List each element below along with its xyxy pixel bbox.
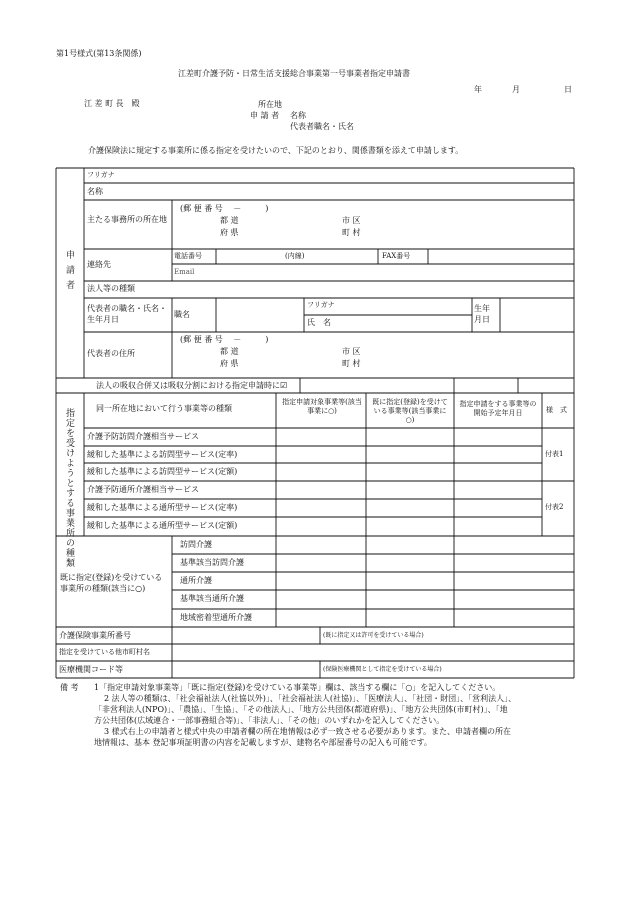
note-3b: 地情報は、基本 登記事項証明書の内容を記載しますが、建物名や部屋番号の記入も可能です。 <box>94 738 432 747</box>
contact-label: 連絡先 <box>87 260 111 269</box>
representative-address-label: 代表者の住所 <box>87 349 135 358</box>
merger-checkbox-label[interactable]: 法人の吸収合併又は吸収分割における指定申請時に☑ <box>96 381 288 390</box>
service-row: 緩和した基準による通所型サービス(定率) <box>87 503 238 512</box>
col-service-type: 同一所在地において行う事業等の種類 <box>96 404 232 413</box>
existing-row: 基準該当訪問介護 <box>180 558 244 567</box>
representative-label: 代表者職名・氏名 <box>290 122 354 131</box>
service-row: 緩和した基準による訪問型サービス(定率) <box>87 450 238 459</box>
service-type-side-label: 指定を受けようとする事業所の種類 <box>64 408 74 568</box>
furigana2-label: フリガナ <box>307 301 335 309</box>
service-row: 介護予防通所介護相当サービス <box>87 485 199 494</box>
rep-town-chouson-label: 町 村 <box>342 359 361 368</box>
corp-type-label: 法人等の種類 <box>87 284 135 293</box>
representative-info-label: 代表者の職名・氏名・生年月日 <box>87 304 167 324</box>
form-title: 江差町介護予防・日常生活支援総合事業第一号事業者指定申請書 <box>178 69 410 78</box>
applicant-side-label: 申請者 <box>64 250 74 295</box>
existing-row: 基準該当通所介護 <box>180 594 244 603</box>
col-existing: 既に指定(登録)を受けている事業等(該当事業に○) <box>372 398 448 424</box>
furigana-label: フリガナ <box>87 171 115 179</box>
date-day: 日 <box>564 85 572 94</box>
extension-label: (内線) <box>285 252 305 260</box>
note-2b: 「非営利法人(NPO)」、「農協」、「生協」、「その他法人」、「地方公共団体(都道府県)」、「地方公共団体(市町村)」、「地 <box>94 705 508 714</box>
full-name-label: 氏 名 <box>307 318 331 327</box>
service-row: 緩和した基準による訪問型サービス(定額) <box>87 467 238 476</box>
col-form: 様 式 <box>546 406 567 414</box>
phone-label: 電話番号 <box>174 252 202 260</box>
postal-code-label: (郵 便 番 号 － ) <box>180 204 269 213</box>
fax-label: FAX番号 <box>382 252 411 260</box>
addressee: 江 差 町 長 殿 <box>84 99 140 108</box>
name-label: 名称 <box>290 111 306 120</box>
care-office-number-note: (既に指定又は許可を受けている場合) <box>323 632 424 639</box>
job-title-label: 職名 <box>174 310 190 319</box>
existing-row: 地域密着型通所介護 <box>180 613 252 622</box>
other-city-label: 指定を受けている他市町村名 <box>59 648 150 656</box>
date-year: 年 <box>474 85 482 94</box>
rep-city-shiku-label: 市 区 <box>342 347 361 356</box>
existing-row: 訪問介護 <box>180 540 212 549</box>
prefecture-fuken-label: 府 県 <box>220 228 239 237</box>
form-annex-1: 付表1 <box>545 450 564 458</box>
birth-date-label: 生年月日 <box>474 304 490 324</box>
note-3a: 3 様式右上の申請者と様式中央の申請者欄の所在地情報は必ず一致させる必要があります。また、申請者欄の所在 <box>104 727 511 736</box>
rep-prefecture-fuken-label: 府 県 <box>220 359 239 368</box>
location-label: 所在地 <box>258 100 282 109</box>
form-annex-2: 付表2 <box>545 503 564 511</box>
medical-code-label: 医療機関コード等 <box>59 665 123 674</box>
intro-text: 介護保険法に規定する事業所に係る指定を受けたいので、下記のとおり、関係書類を添えて申請します。 <box>88 146 464 155</box>
service-row: 緩和した基準による通所型サービス(定額) <box>87 521 238 530</box>
city-shiku-label: 市 区 <box>342 216 361 225</box>
rep-postal-code-label: (郵 便 番 号 － ) <box>180 335 269 344</box>
office-address-label: 主たる事務所の所在地 <box>87 215 167 224</box>
prefecture-todo-label: 都 道 <box>220 216 239 225</box>
medical-code-note: (保険医療機関として指定を受けている場合) <box>323 666 442 673</box>
date-month: 月 <box>512 85 520 94</box>
service-row: 介護予防訪問介護相当サービス <box>87 432 199 441</box>
existing-row: 通所介護 <box>180 576 212 585</box>
form-number: 第1号様式(第13条関係) <box>56 49 142 58</box>
note-1: 1「指定申請対象事業等」「既に指定(登録)を受けている事業等」欄は、該当する欄に「○」を記入してください。 <box>94 683 501 692</box>
applicant-label: 申 請 者 <box>250 111 280 120</box>
rep-prefecture-todo-label: 都 道 <box>220 347 239 356</box>
note-2c: 方公共団体(広域連合・一部事務組合等)」、「非法人」、「その他」のいずれかを記入してください。 <box>94 716 445 725</box>
col-target: 指定申請対象事業等(該当事業に○) <box>282 398 362 415</box>
col-start-date: 指定申請をする事業等の開始予定年月日 <box>459 400 537 417</box>
name-row-label: 名称 <box>87 187 103 196</box>
existing-office-label: 既に指定(登録)を受けている事業所の種類(該当に○) <box>60 573 163 593</box>
note-2a: 2 法人等の種類は、「社会福祉法人(社協以外)」、「社会福祉法人(社協)」、「医療法人」、「社団・財団」、「営利法人」、 <box>104 694 517 703</box>
notes-label: 備 考 <box>60 683 79 692</box>
care-office-number-label: 介護保険事業所番号 <box>59 631 131 640</box>
email-label: Email <box>174 268 195 276</box>
town-chouson-label: 町 村 <box>342 228 361 237</box>
